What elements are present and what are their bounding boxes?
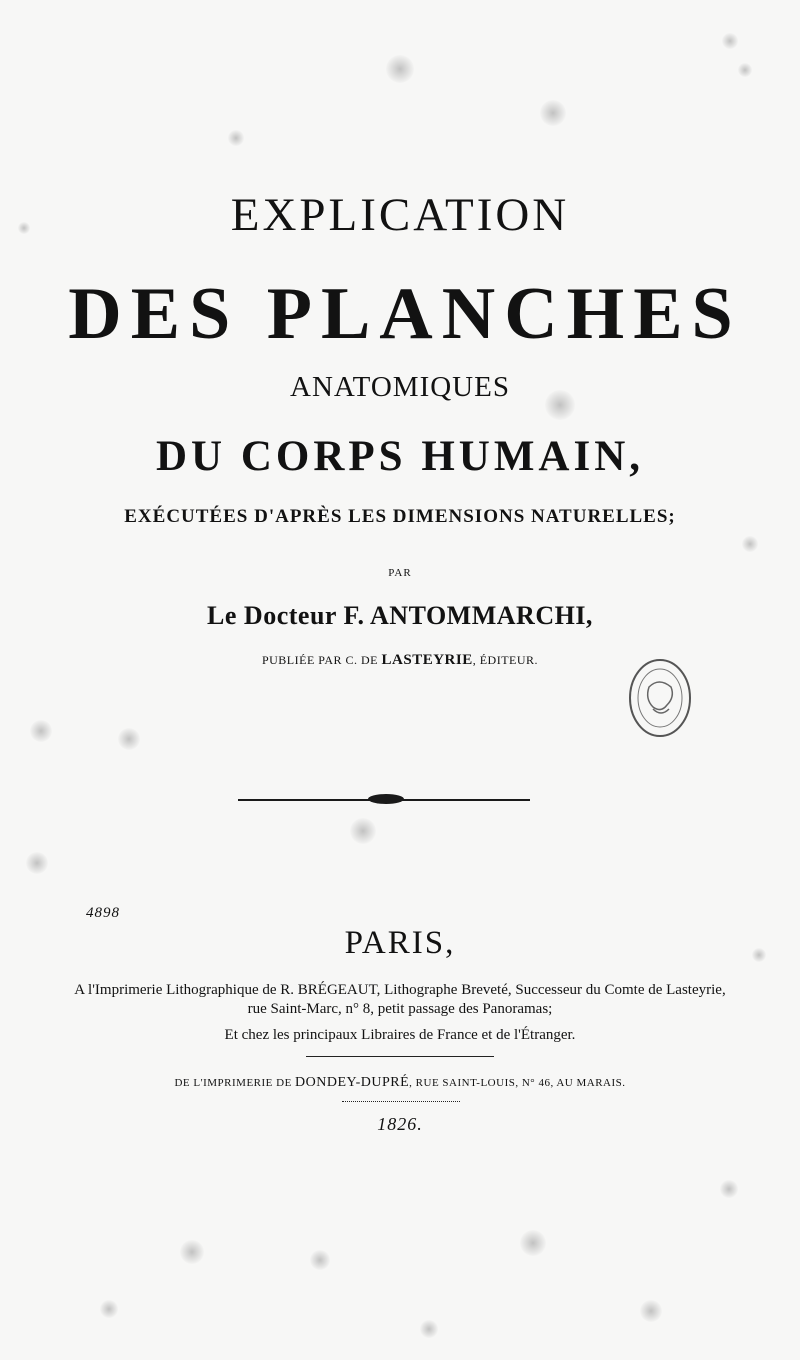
publisher-name: LASTEYRIE: [381, 652, 473, 668]
printer-name: DONDEY-DUPRÉ: [295, 1075, 410, 1090]
shelfmark: 4898: [86, 905, 120, 921]
publisher-prefix: PUBLIÉE PAR C. DE: [261, 653, 382, 667]
foxing-spot: [180, 1240, 204, 1264]
title-line-explication: EXPLICATION: [230, 189, 570, 241]
author-name: Le Docteur F. ANTOMMARCHI,: [207, 601, 593, 630]
printer-line: [0, 1075, 800, 1091]
foxing-spot: [118, 728, 140, 750]
printer-prefix: DE L'IMPRIMERIE DE: [174, 1077, 296, 1089]
title-line-corps-humain: DU CORPS HUMAIN,: [155, 433, 645, 480]
foxing-spot: [420, 1320, 438, 1338]
title-line-anatomiques: ANATOMIQUES: [290, 371, 510, 403]
foxing-spot: [100, 1300, 118, 1318]
printer-suffix: , RUE SAINT-LOUIS, N° 46, AU MARAIS.: [409, 1077, 626, 1089]
foxing-spot: [350, 818, 376, 844]
foxing-spot: [228, 130, 244, 146]
foxing-spot: [520, 1230, 546, 1256]
library-stamp-icon: [627, 657, 693, 739]
publisher-suffix: , ÉDITEUR.: [472, 653, 539, 667]
foxing-spot: [720, 1180, 738, 1198]
separator-rule: [306, 1056, 494, 1057]
foxing-spot: [540, 100, 566, 126]
par-label: PAR: [388, 567, 412, 579]
dotted-rule: [342, 1101, 460, 1102]
foxing-spot: [386, 55, 414, 83]
imprint-city: PARIS,: [344, 925, 456, 961]
foxing-spot: [738, 63, 752, 77]
subtitle-line: EXÉCUTÉES D'APRÈS LES DIMENSIONS NATURELLES;: [124, 506, 676, 527]
foxing-spot: [26, 852, 48, 874]
foxing-spot: [310, 1250, 330, 1270]
ornament-center: [368, 794, 404, 804]
foxing-spot: [640, 1300, 662, 1322]
foxing-spot: [742, 536, 758, 552]
ornamental-rule: [238, 793, 530, 807]
imprint-line-2: rue Saint-Marc, n° 8, petit passage des Panoramas;: [247, 1001, 553, 1017]
title-line-des-planches: DES PLANCHES: [68, 273, 742, 355]
foxing-spot: [30, 720, 52, 742]
foxing-spot: [722, 33, 738, 49]
imprint-line-1: A l'Imprimerie Lithographique de R. BRÉGEAUT, Lithographe Breveté, Successeur du Comte de Lasteyrie,: [74, 982, 726, 998]
imprint-line-3: Et chez les principaux Libraires de France et de l'Étranger.: [224, 1027, 576, 1043]
publication-year: 1826.: [377, 1114, 423, 1134]
